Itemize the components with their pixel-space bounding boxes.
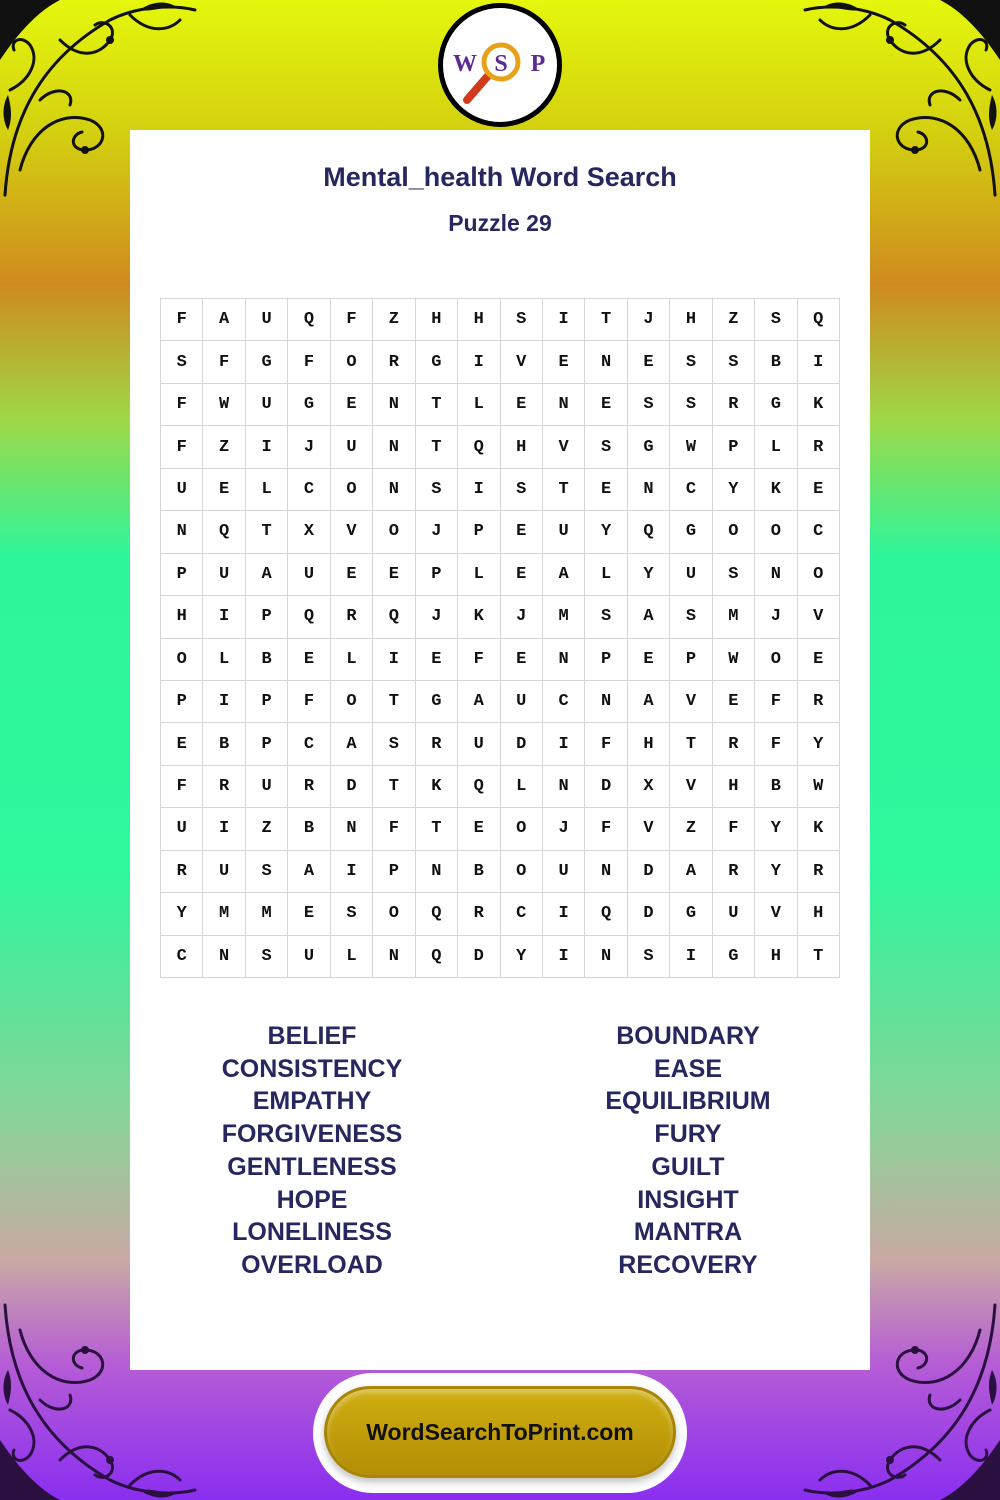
grid-cell[interactable]: S — [501, 299, 543, 341]
word-list-item: BOUNDARY — [616, 1022, 760, 1050]
grid-cell[interactable]: X — [288, 511, 330, 553]
grid-cell[interactable]: U — [246, 299, 288, 341]
grid-cell[interactable]: E — [331, 554, 373, 596]
grid-cell[interactable]: E — [373, 554, 415, 596]
letter-grid — [160, 298, 840, 978]
grid-cell[interactable]: Y — [798, 723, 840, 765]
word-list-item: MANTRA — [633, 1218, 743, 1247]
grid-cell[interactable]: H — [161, 596, 203, 638]
grid-cell[interactable]: J — [288, 426, 330, 468]
grid-cell[interactable]: E — [585, 384, 627, 426]
grid-cell[interactable]: A — [628, 681, 670, 723]
grid-cell[interactable]: G — [246, 341, 288, 383]
word-list-item: INSIGHT — [637, 1185, 739, 1214]
grid-cell[interactable]: B — [755, 341, 797, 383]
grid-cell[interactable]: A — [628, 596, 670, 638]
grid-cell[interactable]: H — [755, 936, 797, 978]
grid-cell[interactable]: D — [458, 936, 500, 978]
grid-cell[interactable]: S — [628, 936, 670, 978]
grid-cell[interactable]: I — [543, 723, 585, 765]
grid-cell[interactable]: V — [670, 766, 712, 808]
grid-cell[interactable]: U — [161, 808, 203, 850]
grid-cell[interactable]: Y — [161, 893, 203, 935]
grid-cell[interactable]: R — [161, 851, 203, 893]
grid-cell[interactable]: N — [161, 511, 203, 553]
word-list-item: LONELINESS — [232, 1218, 392, 1247]
grid-cell[interactable]: R — [458, 893, 500, 935]
grid-cell[interactable]: U — [246, 766, 288, 808]
grid-cell[interactable]: I — [373, 639, 415, 681]
grid-cell[interactable]: K — [755, 469, 797, 511]
grid-cell[interactable]: R — [713, 384, 755, 426]
grid-cell[interactable]: P — [416, 554, 458, 596]
grid-cell[interactable]: U — [246, 384, 288, 426]
grid-cell[interactable]: S — [585, 596, 627, 638]
grid-cell[interactable]: I — [798, 341, 840, 383]
grid-cell[interactable]: P — [246, 681, 288, 723]
grid-cell[interactable]: D — [628, 893, 670, 935]
grid-cell[interactable]: E — [713, 681, 755, 723]
grid-cell[interactable]: Z — [713, 299, 755, 341]
grid-cell[interactable]: V — [670, 681, 712, 723]
grid-cell[interactable]: C — [543, 681, 585, 723]
grid-cell[interactable]: I — [458, 469, 500, 511]
grid-cell[interactable]: N — [373, 469, 415, 511]
grid-cell[interactable]: G — [416, 341, 458, 383]
grid-cell[interactable]: Z — [373, 299, 415, 341]
grid-cell[interactable]: R — [373, 341, 415, 383]
grid-cell[interactable]: E — [798, 469, 840, 511]
grid-cell[interactable]: L — [331, 936, 373, 978]
grid-cell[interactable]: N — [585, 681, 627, 723]
grid-cell[interactable]: Q — [416, 893, 458, 935]
grid-cell[interactable]: N — [331, 808, 373, 850]
grid-cell[interactable]: E — [331, 384, 373, 426]
grid-cell[interactable]: L — [458, 384, 500, 426]
word-list-item: FORGIVENESS — [221, 1120, 403, 1149]
grid-cell[interactable]: W — [713, 639, 755, 681]
grid-cell[interactable]: V — [628, 808, 670, 850]
grid-cell[interactable]: U — [543, 851, 585, 893]
grid-cell[interactable]: K — [416, 766, 458, 808]
grid-cell[interactable]: M — [203, 893, 245, 935]
grid-cell[interactable]: N — [373, 384, 415, 426]
grid-cell[interactable]: T — [543, 469, 585, 511]
grid-cell[interactable]: P — [373, 851, 415, 893]
grid-cell[interactable]: E — [501, 511, 543, 553]
magnifier-logo-icon — [443, 8, 557, 122]
grid-cell[interactable]: C — [501, 893, 543, 935]
grid-cell[interactable]: P — [161, 681, 203, 723]
word-list-item: CONSISTENCY — [221, 1054, 403, 1083]
grid-cell[interactable]: F — [161, 426, 203, 468]
grid-cell[interactable]: F — [288, 681, 330, 723]
grid-cell[interactable]: R — [288, 766, 330, 808]
grid-cell[interactable]: H — [628, 723, 670, 765]
grid-cell[interactable]: Q — [373, 596, 415, 638]
grid-cell[interactable]: N — [628, 469, 670, 511]
grid-cell[interactable]: T — [373, 681, 415, 723]
grid-cell[interactable]: O — [331, 469, 373, 511]
grid-cell[interactable]: V — [331, 511, 373, 553]
grid-cell[interactable]: S — [755, 299, 797, 341]
grid-cell[interactable]: N — [543, 384, 585, 426]
grid-cell[interactable]: L — [458, 554, 500, 596]
grid-cell[interactable]: E — [501, 639, 543, 681]
grid-cell[interactable]: R — [331, 596, 373, 638]
grid-cell[interactable]: G — [670, 893, 712, 935]
word-list-item: EMPATHY — [252, 1087, 372, 1116]
grid-cell[interactable]: W — [670, 426, 712, 468]
grid-cell[interactable]: U — [458, 723, 500, 765]
grid-cell[interactable]: H — [713, 766, 755, 808]
grid-cell[interactable]: U — [501, 681, 543, 723]
grid-cell[interactable]: V — [501, 341, 543, 383]
grid-cell[interactable]: L — [246, 469, 288, 511]
grid-cell[interactable]: N — [543, 766, 585, 808]
grid-cell[interactable]: G — [713, 936, 755, 978]
grid-cell[interactable]: E — [288, 893, 330, 935]
grid-cell[interactable]: O — [798, 554, 840, 596]
grid-cell[interactable]: I — [203, 681, 245, 723]
grid-cell[interactable]: F — [755, 723, 797, 765]
grid-cell[interactable]: Y — [755, 851, 797, 893]
grid-cell[interactable]: S — [670, 341, 712, 383]
word-list-item: RECOVERY — [618, 1250, 758, 1279]
grid-cell[interactable]: P — [713, 426, 755, 468]
grid-cell[interactable]: A — [670, 851, 712, 893]
grid-cell[interactable]: D — [331, 766, 373, 808]
grid-cell[interactable]: Y — [628, 554, 670, 596]
grid-cell[interactable]: E — [628, 341, 670, 383]
grid-cell[interactable]: W — [203, 384, 245, 426]
grid-cell[interactable]: D — [585, 766, 627, 808]
grid-cell[interactable]: F — [203, 341, 245, 383]
grid-cell[interactable]: Q — [458, 426, 500, 468]
word-list-item: OVERLOAD — [241, 1250, 383, 1279]
grid-cell[interactable]: I — [246, 426, 288, 468]
grid-cell[interactable]: S — [373, 723, 415, 765]
grid-cell[interactable]: S — [331, 893, 373, 935]
grid-cell[interactable]: U — [203, 851, 245, 893]
grid-cell[interactable]: M — [246, 893, 288, 935]
grid-cell[interactable]: S — [585, 426, 627, 468]
grid-cell[interactable]: P — [246, 723, 288, 765]
grid-cell[interactable]: U — [543, 511, 585, 553]
grid-cell[interactable]: N — [416, 851, 458, 893]
grid-cell[interactable]: I — [543, 893, 585, 935]
grid-cell[interactable]: C — [288, 469, 330, 511]
grid-cell[interactable]: R — [203, 766, 245, 808]
word-list-left — [152, 1020, 472, 1282]
grid-cell[interactable]: F — [713, 808, 755, 850]
grid-cell[interactable]: L — [331, 639, 373, 681]
grid-cell[interactable]: O — [161, 639, 203, 681]
grid-cell[interactable]: N — [373, 426, 415, 468]
grid-cell[interactable]: H — [670, 299, 712, 341]
grid-cell[interactable]: L — [501, 766, 543, 808]
grid-cell[interactable]: A — [246, 554, 288, 596]
grid-cell[interactable]: P — [458, 511, 500, 553]
grid-cell[interactable]: H — [501, 426, 543, 468]
grid-cell[interactable]: U — [670, 554, 712, 596]
grid-cell[interactable]: O — [373, 511, 415, 553]
grid-cell[interactable]: T — [416, 426, 458, 468]
grid-cell[interactable]: A — [203, 299, 245, 341]
grid-cell[interactable]: Q — [628, 511, 670, 553]
grid-cell[interactable]: N — [543, 639, 585, 681]
grid-cell[interactable]: P — [161, 554, 203, 596]
grid-cell[interactable]: I — [543, 299, 585, 341]
grid-cell[interactable]: V — [543, 426, 585, 468]
grid-cell[interactable]: I — [203, 808, 245, 850]
grid-cell[interactable]: O — [501, 851, 543, 893]
grid-cell[interactable]: G — [670, 511, 712, 553]
footer-badge — [313, 1373, 687, 1493]
grid-cell[interactable]: O — [331, 341, 373, 383]
word-list-item: FURY — [654, 1120, 722, 1149]
grid-cell[interactable]: Y — [501, 936, 543, 978]
grid-cell[interactable]: A — [543, 554, 585, 596]
grid-cell[interactable]: E — [628, 639, 670, 681]
grid-cell[interactable]: F — [161, 384, 203, 426]
word-list-item: BELIEF — [267, 1022, 357, 1050]
grid-cell[interactable]: F — [458, 639, 500, 681]
grid-cell[interactable]: F — [585, 723, 627, 765]
grid-cell[interactable]: J — [628, 299, 670, 341]
grid-cell[interactable]: M — [713, 596, 755, 638]
grid-cell[interactable]: F — [288, 341, 330, 383]
grid-cell[interactable]: R — [798, 681, 840, 723]
grid-cell[interactable]: F — [161, 299, 203, 341]
grid-cell[interactable]: Y — [585, 511, 627, 553]
grid-cell[interactable]: S — [670, 384, 712, 426]
grid-cell[interactable]: U — [288, 936, 330, 978]
grid-cell[interactable]: E — [585, 469, 627, 511]
grid-cell[interactable]: Q — [798, 299, 840, 341]
grid-cell[interactable]: J — [755, 596, 797, 638]
grid-cell[interactable]: I — [670, 936, 712, 978]
grid-cell[interactable]: A — [288, 851, 330, 893]
grid-cell[interactable]: O — [331, 681, 373, 723]
grid-cell[interactable]: S — [246, 936, 288, 978]
grid-cell[interactable]: E — [458, 808, 500, 850]
grid-cell[interactable]: B — [203, 723, 245, 765]
grid-cell[interactable]: E — [203, 469, 245, 511]
grid-cell[interactable]: F — [373, 808, 415, 850]
grid-cell[interactable]: J — [416, 596, 458, 638]
grid-cell[interactable]: O — [713, 511, 755, 553]
grid-cell[interactable]: D — [628, 851, 670, 893]
grid-cell[interactable]: T — [416, 808, 458, 850]
grid-cell[interactable]: P — [246, 596, 288, 638]
grid-cell[interactable]: C — [798, 511, 840, 553]
grid-cell[interactable]: U — [288, 554, 330, 596]
grid-cell[interactable]: J — [416, 511, 458, 553]
grid-cell[interactable]: F — [331, 299, 373, 341]
grid-cell[interactable]: G — [755, 384, 797, 426]
grid-cell[interactable]: S — [713, 341, 755, 383]
grid-cell[interactable]: G — [288, 384, 330, 426]
grid-cell[interactable]: Q — [288, 596, 330, 638]
grid-cell[interactable]: S — [628, 384, 670, 426]
grid-cell[interactable]: S — [713, 554, 755, 596]
page-title: Mental_health Word Search — [323, 162, 677, 192]
grid-cell[interactable]: G — [416, 681, 458, 723]
grid-cell[interactable]: I — [331, 851, 373, 893]
grid-cell[interactable]: B — [755, 766, 797, 808]
grid-cell[interactable]: L — [203, 639, 245, 681]
grid-cell[interactable]: J — [501, 596, 543, 638]
grid-cell[interactable]: Q — [458, 766, 500, 808]
word-list-item: GUILT — [651, 1152, 725, 1181]
grid-cell[interactable]: U — [331, 426, 373, 468]
puzzle-number: Puzzle 29 — [448, 210, 552, 236]
grid-cell[interactable]: T — [246, 511, 288, 553]
logo-letter-s: S — [494, 51, 508, 77]
grid-cell[interactable]: Y — [755, 808, 797, 850]
grid-cell[interactable]: B — [246, 639, 288, 681]
grid-cell[interactable]: N — [203, 936, 245, 978]
grid-cell[interactable]: K — [798, 384, 840, 426]
grid-cell[interactable]: N — [373, 936, 415, 978]
grid-cell[interactable]: C — [161, 936, 203, 978]
word-list-item: EQUILIBRIUM — [605, 1087, 771, 1116]
grid-cell[interactable]: T — [416, 384, 458, 426]
grid-cell[interactable]: R — [798, 851, 840, 893]
grid-cell[interactable]: Q — [585, 893, 627, 935]
grid-cell[interactable]: E — [416, 639, 458, 681]
grid-cell[interactable]: K — [798, 808, 840, 850]
grid-cell[interactable]: S — [670, 596, 712, 638]
grid-cell[interactable]: W — [798, 766, 840, 808]
grid-cell[interactable]: N — [755, 554, 797, 596]
grid-cell[interactable]: I — [458, 341, 500, 383]
grid-cell[interactable]: L — [755, 426, 797, 468]
grid-cell[interactable]: B — [288, 808, 330, 850]
grid-cell[interactable]: F — [585, 808, 627, 850]
grid-cell[interactable]: R — [798, 426, 840, 468]
grid-cell[interactable]: D — [501, 723, 543, 765]
grid-cell[interactable]: R — [416, 723, 458, 765]
site-logo[interactable] — [438, 3, 562, 127]
grid-cell[interactable]: T — [670, 723, 712, 765]
grid-cell[interactable]: I — [543, 936, 585, 978]
grid-cell[interactable]: S — [416, 469, 458, 511]
grid-cell[interactable]: Z — [203, 426, 245, 468]
logo-letter-p: P — [530, 51, 546, 77]
logo-letter-w: W — [453, 51, 477, 77]
grid-cell[interactable]: N — [585, 341, 627, 383]
grid-cell[interactable]: U — [161, 469, 203, 511]
grid-cell[interactable]: A — [458, 681, 500, 723]
grid-cell[interactable]: Y — [713, 469, 755, 511]
grid-cell[interactable]: S — [246, 851, 288, 893]
grid-cell[interactable]: H — [416, 299, 458, 341]
grid-cell[interactable]: Q — [288, 299, 330, 341]
grid-cell[interactable]: E — [543, 341, 585, 383]
grid-cell[interactable]: R — [713, 851, 755, 893]
grid-cell[interactable]: U — [713, 893, 755, 935]
grid-cell[interactable]: N — [585, 936, 627, 978]
grid-cell[interactable]: Z — [246, 808, 288, 850]
grid-cell[interactable]: P — [585, 639, 627, 681]
grid-cell[interactable]: T — [373, 766, 415, 808]
grid-cell[interactable]: U — [203, 554, 245, 596]
grid-cell[interactable]: F — [161, 766, 203, 808]
grid-cell[interactable]: Q — [203, 511, 245, 553]
grid-cell[interactable]: R — [713, 723, 755, 765]
grid-cell[interactable]: O — [373, 893, 415, 935]
grid-cell[interactable]: O — [755, 511, 797, 553]
word-list-item: HOPE — [276, 1185, 348, 1214]
grid-cell[interactable]: Z — [670, 808, 712, 850]
grid-cell[interactable]: X — [628, 766, 670, 808]
grid-cell[interactable]: K — [458, 596, 500, 638]
grid-cell[interactable]: B — [458, 851, 500, 893]
grid-cell[interactable]: E — [798, 639, 840, 681]
grid-cell[interactable]: V — [755, 893, 797, 935]
grid-cell[interactable]: E — [501, 554, 543, 596]
grid-cell[interactable]: P — [670, 639, 712, 681]
grid-cell[interactable]: C — [288, 723, 330, 765]
grid-cell[interactable]: G — [628, 426, 670, 468]
grid-cell[interactable]: Q — [416, 936, 458, 978]
grid-cell[interactable]: N — [585, 851, 627, 893]
grid-cell[interactable]: T — [798, 936, 840, 978]
word-list-right — [528, 1020, 848, 1282]
grid-cell[interactable]: F — [755, 681, 797, 723]
grid-cell[interactable]: L — [585, 554, 627, 596]
word-list-item: GENTLENESS — [227, 1152, 397, 1181]
grid-cell[interactable]: H — [798, 893, 840, 935]
grid-cell[interactable]: S — [501, 469, 543, 511]
website-link-button[interactable]: WordSearchToPrint.com — [324, 1386, 676, 1478]
grid-cell[interactable]: V — [798, 596, 840, 638]
grid-cell[interactable]: A — [331, 723, 373, 765]
grid-cell[interactable]: M — [543, 596, 585, 638]
grid-cell[interactable]: E — [161, 723, 203, 765]
grid-cell[interactable]: E — [288, 639, 330, 681]
grid-cell[interactable]: C — [670, 469, 712, 511]
grid-cell[interactable]: O — [755, 639, 797, 681]
grid-cell[interactable]: H — [458, 299, 500, 341]
word-list-item: EASE — [653, 1054, 723, 1083]
grid-cell[interactable]: J — [543, 808, 585, 850]
grid-cell[interactable]: O — [501, 808, 543, 850]
grid-cell[interactable]: E — [501, 384, 543, 426]
grid-cell[interactable]: S — [161, 341, 203, 383]
grid-cell[interactable]: T — [585, 299, 627, 341]
grid-cell[interactable]: I — [203, 596, 245, 638]
